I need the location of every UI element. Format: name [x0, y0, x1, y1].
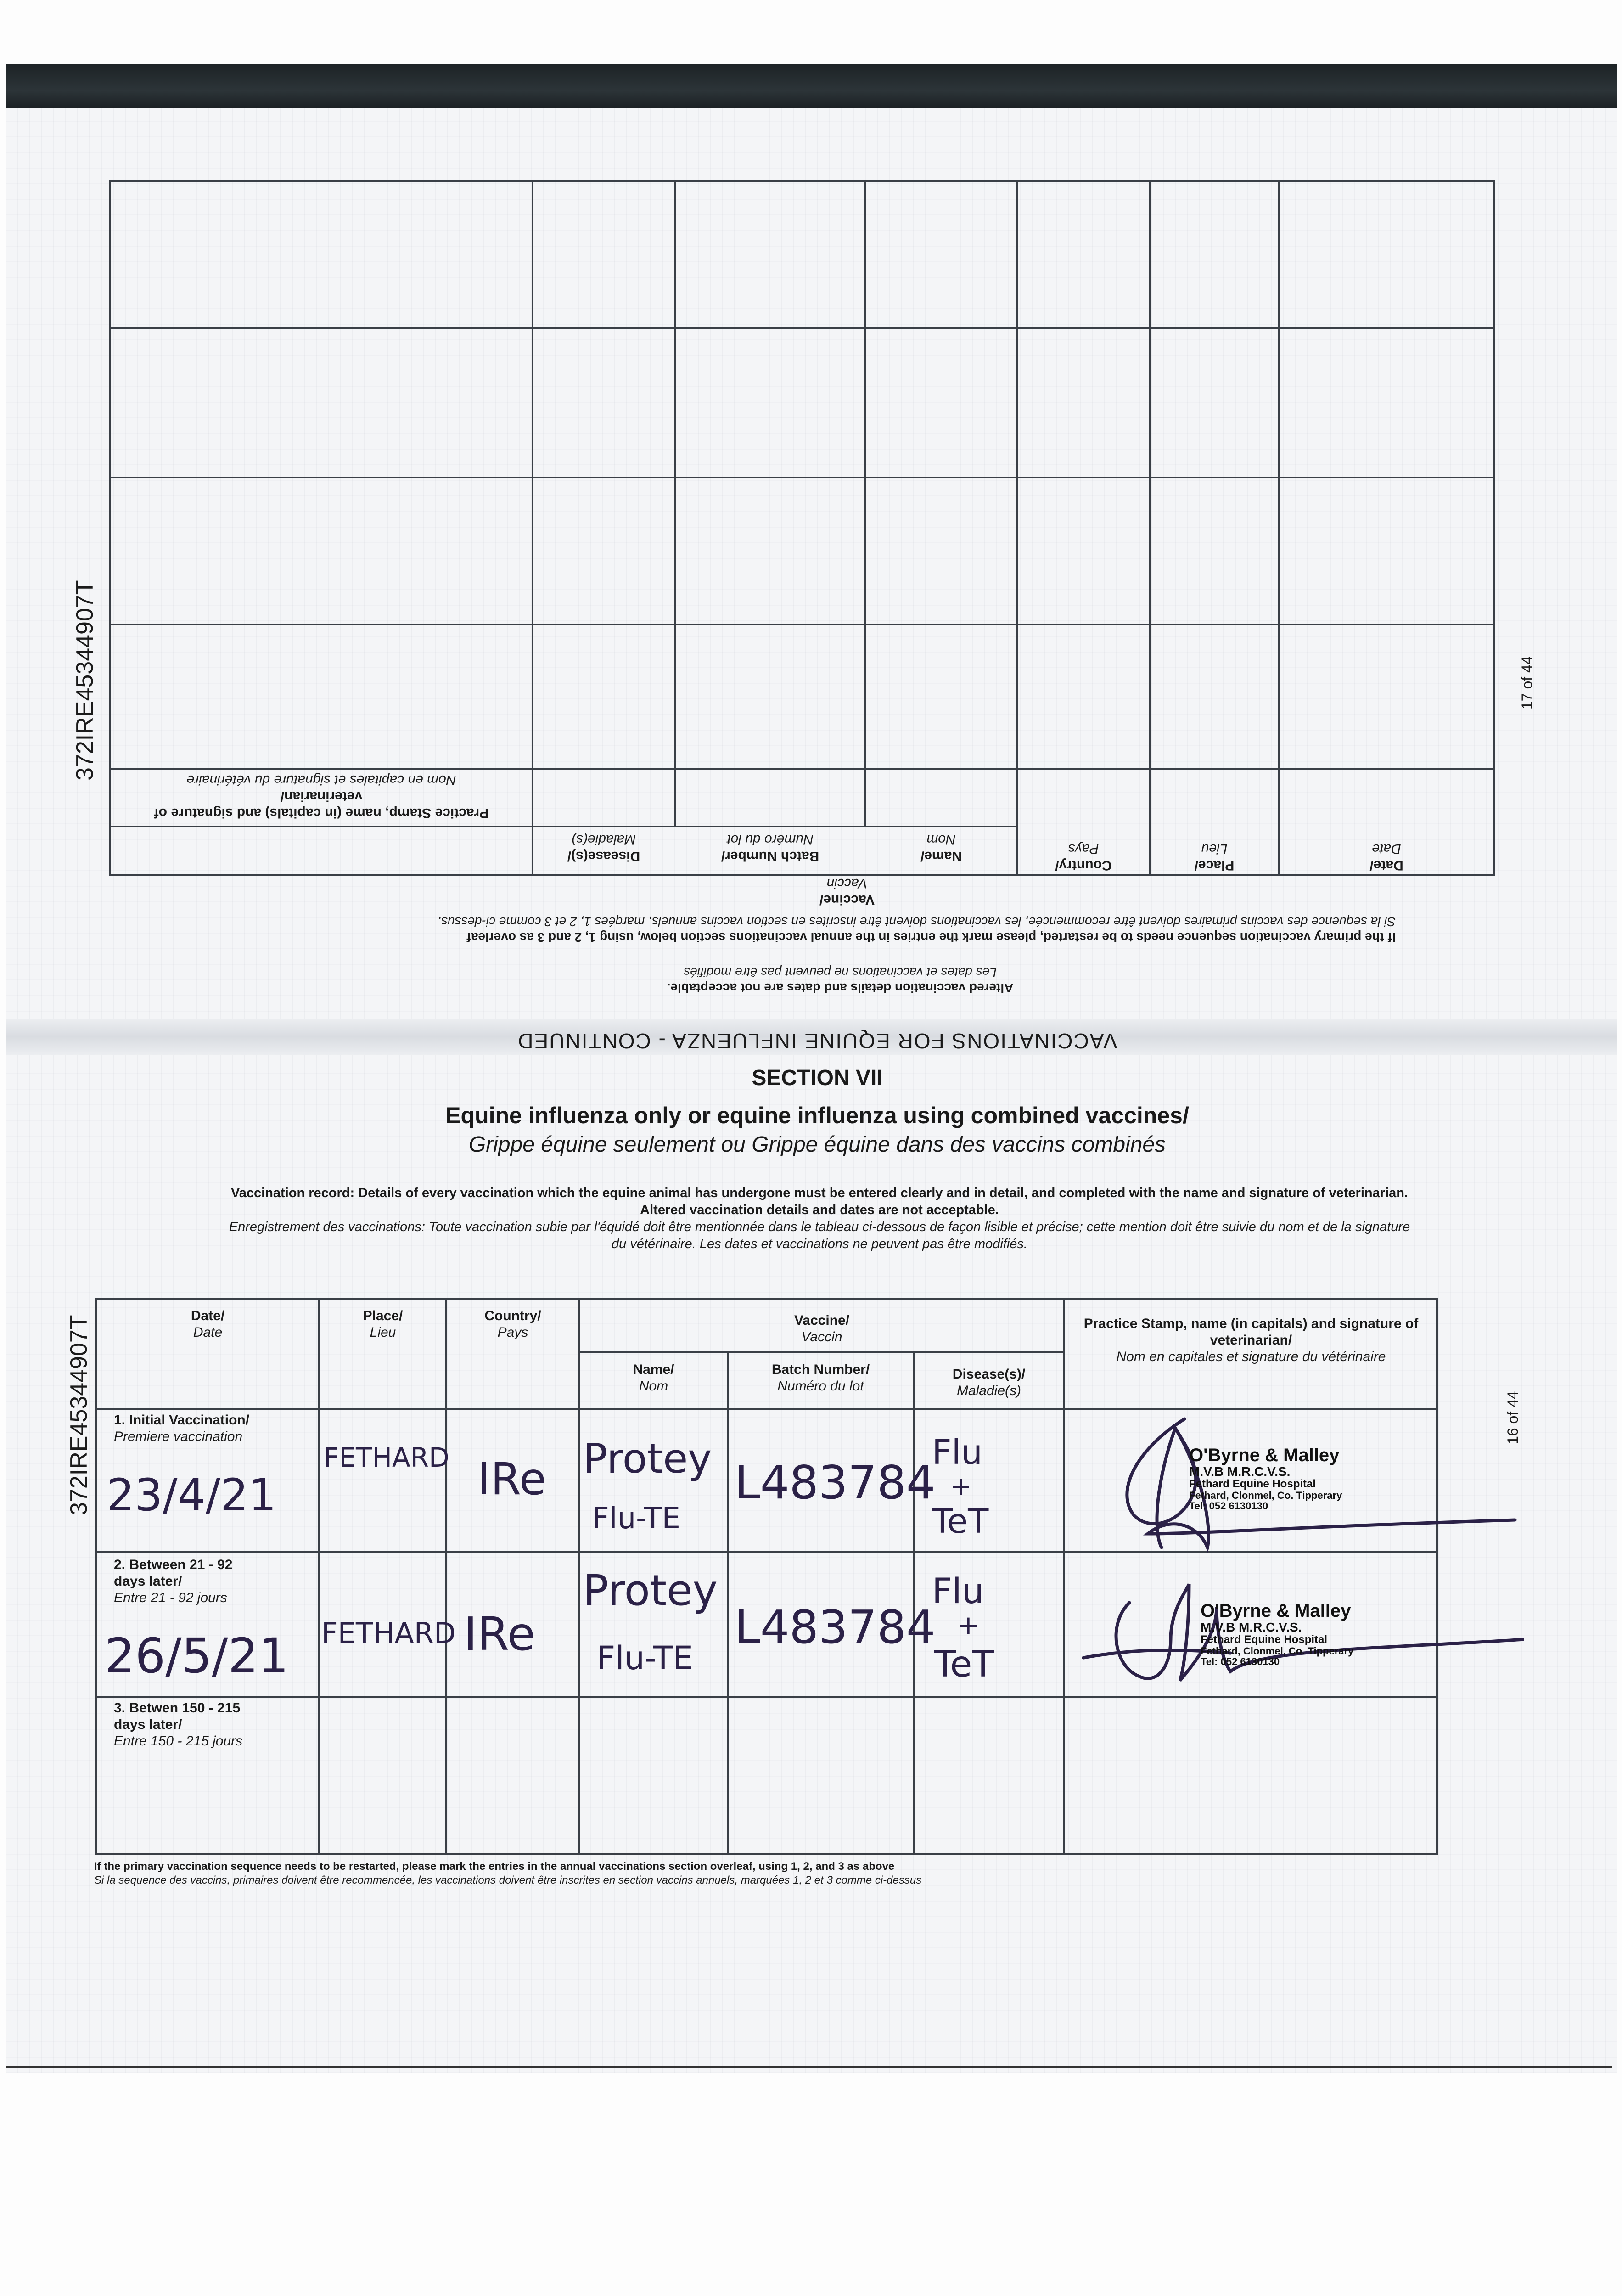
row-2-batch: L483784	[735, 1600, 936, 1654]
prev-header-date: Date/ Date	[1369, 841, 1403, 873]
header-diseases: Disease(s)/ Maladie(s)	[952, 1367, 1026, 1398]
row-2-date: 26/5/21	[105, 1628, 289, 1684]
row-1-date: 23/4/21	[107, 1469, 277, 1521]
horse-id-bottom: 372IRE45344907T	[66, 1315, 92, 1515]
row-2-country: IRe	[464, 1607, 536, 1661]
section-number: SECTION VII	[752, 1066, 883, 1090]
page-bottom-edge	[6, 2066, 1612, 2068]
prev-header-disease: Disease(s)/ Maladie(s)	[567, 832, 640, 864]
row-1-place: FETHARD	[324, 1442, 449, 1473]
header-vaccine: Vaccine/ Vaccin	[794, 1313, 850, 1345]
practice-stamp-1: O'Byrne & Malley M.V.B M.R.C.V.S. Fethard Equine Hospital Fethard, Clonmel, Co. Tipperary Tel: 052 6130130	[1189, 1445, 1342, 1512]
prev-altered-note: Altered vaccination details and dates are not acceptable. Les dates et vaccinations ne peuvent pas être modifiés	[667, 965, 1014, 995]
horse-id-top: 372IRE45344907T	[72, 580, 98, 781]
header-practice-stamp: Practice Stamp, name (in capitals) and signature of veterinarian/ Nom en capitales et signature du vétérinaire	[1083, 1316, 1419, 1364]
row-1-vaccine-name-1: Protey	[583, 1435, 712, 1482]
prev-header-vaccine-label: Vaccine/ Vaccin	[819, 876, 875, 907]
row-2-vaccine-name-2: Flu-TE	[597, 1639, 693, 1677]
row-1-country: IRe	[477, 1453, 546, 1505]
vaccination-record-instructions: Vaccination record: Details of every vaccination which the equine animal has undergone must be entered clearly and in detail, and completed with the name and signature of veterinarian. Altered vaccination details and dates are not acceptable. Enregistrement des vaccinations: Toute vaccination subie par l'équidé doit être mentionnée dans le tableau ci-dessous de façon lisible et précise; cette mention doit être suivie du nom et de la signature du vétérinaire. Les dates et vaccinations ne peuvent pas être modifiés.	[229, 1186, 1410, 1251]
section-title-fr: Grippe équine seulement ou Grippe équine dans des vaccins combinés	[468, 1132, 1166, 1157]
header-vaccine-name: Name/ Nom	[633, 1362, 674, 1394]
row-1-disease-1: Flu	[932, 1433, 983, 1472]
prev-header-batch: Batch Number/ Numéro du lot	[721, 832, 819, 864]
row-2-disease-2: +	[957, 1609, 980, 1641]
page-number-previous: 17 of 44	[1519, 656, 1535, 709]
row-2-disease-3: TeT	[934, 1644, 994, 1685]
row-1-batch: L483784	[735, 1456, 936, 1509]
practice-stamp-2: O'Byrne & Malley M.V.B M.R.C.V.S. Fethard Equine Hospital Fethard, Clonmel, Co. Tipperary Tel: 052 6130130	[1201, 1601, 1354, 1667]
row-1-vaccine-name-2: Flu-TE	[592, 1502, 680, 1536]
page-number-current: 16 of 44	[1504, 1391, 1521, 1444]
row-2-vaccine-name-1: Protey	[583, 1566, 718, 1615]
header-place: Place/ Lieu	[363, 1308, 403, 1340]
prev-restart-note: If the primary vaccination sequence needs to be restarted, please mark the entries in the annual vaccinations section below, using 1, 2 and 3 as overleaf Si la sequence des vaccins primaires doivent être recommencée, les vaccinations doivent être inscrites en section vaccins annuels, marqées 1, 2 et 3 comme ci-dessus.	[438, 915, 1396, 945]
header-country: Country/ Pays	[484, 1308, 541, 1340]
prev-header-country: Country/ Pays	[1055, 841, 1112, 873]
prev-header-stamp: Practice Stamp, name (in capitals) and signature of veterinarian/ Nom en capitales et signature du vétérinaire	[154, 772, 489, 821]
row-1-disease-3: TeT	[932, 1502, 989, 1541]
row-2-place: FETHARD	[321, 1616, 456, 1650]
row-3-label: 3. Betwen 150 - 215 days later/ Entre 150 - 215 jours	[114, 1700, 243, 1749]
header-date: Date/ Date	[191, 1308, 225, 1340]
row-1-disease-2: +	[950, 1472, 972, 1502]
restart-note: If the primary vaccination sequence needs to be restarted, please mark the entries in the annual vaccinations section overleaf, using 1, 2, and 3 as above Si la sequence des vaccins, primaires doivent être recommencée, les vaccinations doivent être inscrites en section vaccins annuels, marquées 1, 2 et 3 comme ci-dessus	[94, 1860, 922, 1886]
prev-page-title: VACCINATIONS FOR EQUINE INFLUENZA - CONTINUED	[517, 1029, 1117, 1053]
row-2-disease-1: Flu	[932, 1570, 984, 1611]
row-1-label: 1. Initial Vaccination/ Premiere vaccination	[114, 1412, 250, 1444]
header-batch-number: Batch Number/ Numéro du lot	[771, 1362, 870, 1394]
row-2-label: 2. Between 21 - 92 days later/ Entre 21 - 92 jours	[114, 1557, 233, 1605]
prev-header-name: Name/ Nom	[920, 832, 962, 864]
prev-header-place: Place/ Lieu	[1194, 841, 1235, 873]
section-title-en: Equine influenza only or equine influenza using combined vaccines/	[445, 1103, 1189, 1128]
